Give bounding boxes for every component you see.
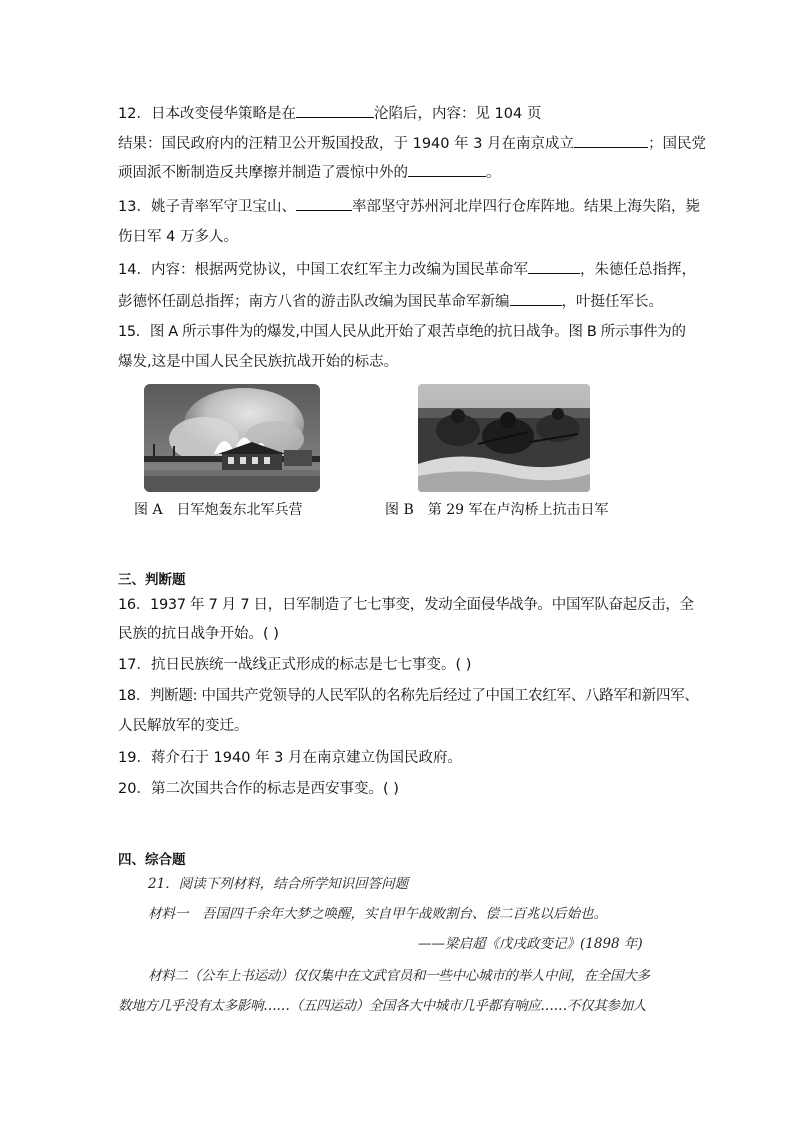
q16-line-2: 民族的抗日战争开始。( ) [118, 626, 279, 642]
section-4-heading: 四、综合题 [118, 852, 186, 868]
q12-line-1: 12．日本改变侵华策略是在 沦陷后，内容：见 104 页 [118, 103, 678, 124]
figure-b-caption: 图 B 第 29 军在卢沟桥上抗击日军 [385, 502, 609, 518]
material-1: 材料一 吾国四千余年大梦之唤醒，实自甲午战败割台、偿二百兆以后始也。 [148, 906, 607, 922]
q13-line-1: 13．姚子青率军守卫宝山、 率部坚守苏州河北岸四行仓库阵地。结果上海失陷，毙 [118, 196, 678, 217]
answer-blank[interactable] [528, 259, 580, 274]
answer-blank[interactable] [296, 103, 374, 118]
q12-line-2: 结果：国民政府内的汪精卫公开叛国投敌，于 1940 年 3 月在南京成立 ；国民党 [118, 133, 678, 154]
q14-line-2: 彭德怀任副总指挥；南方八省的游击队改编为国民革命军新编 ，叶挺任军长。 [118, 291, 678, 312]
q15-line-1: 15．图 A 所示事件为的爆发,中国人民从此开始了艰苦卓绝的抗日战争。图 B 所示事件为的 [118, 324, 686, 340]
q21: 21．阅读下列材料，结合所学知识回答问题 [148, 876, 409, 892]
q20: 20．第二次国共合作的标志是西安事变。( ) [118, 781, 399, 797]
soldiers-bridge-image [418, 384, 590, 492]
q13-line-2: 伤日军 4 万多人。 [118, 229, 238, 245]
answer-blank[interactable] [574, 133, 648, 148]
material-2-line-2: 数地方几乎没有太多影响……（五四运动）全国各大中城市几乎都有响应……不仅其参加人 [118, 998, 646, 1014]
q12-line-3: 顽固派不断制造反共摩擦并制造了震惊中外的 。 [118, 162, 678, 183]
q18-line-2: 人民解放军的变迁。 [118, 718, 249, 734]
answer-blank[interactable] [408, 162, 486, 177]
q16-line-1: 16．1937 年 7 月 7 日，日军制造了七七事变，发动全面侵华战争。中国军队奋起反击，全 [118, 597, 694, 613]
q17: 17．抗日民族统一战线正式形成的标志是七七事变。( ) [118, 657, 472, 673]
figure-a-caption: 图 A 日军炮轰东北军兵营 [134, 502, 303, 518]
q14-line-1: 14．内容：根据两党协议，中国工农红军主力改编为国民革命军 ，朱德任总指挥， [118, 259, 678, 280]
material-2-line-1: 材料二（公车上书运动）仅仅集中在文武官员和一些中心城市的举人中间，在全国大多 [148, 968, 650, 984]
q15-line-2: 爆发,这是中国人民全民族抗战开始的标志。 [118, 354, 399, 370]
answer-blank[interactable] [510, 291, 562, 306]
material-1-source: ——梁启超《戊戌政变记》(1898 年) [418, 936, 643, 952]
figure-b-photo [418, 384, 590, 492]
section-3-heading: 三、判断题 [118, 572, 186, 588]
q18-line-1: 18．判断题: 中国共产党领导的人民军队的名称先后经过了中国工农红军、八路军和新四军、 [118, 688, 699, 704]
burning-barracks-image [144, 384, 320, 492]
figure-a-photo [144, 384, 320, 492]
answer-blank[interactable] [296, 196, 352, 211]
q19: 19．蒋介石于 1940 年 3 月在南京建立伪国民政府。 [118, 750, 463, 766]
